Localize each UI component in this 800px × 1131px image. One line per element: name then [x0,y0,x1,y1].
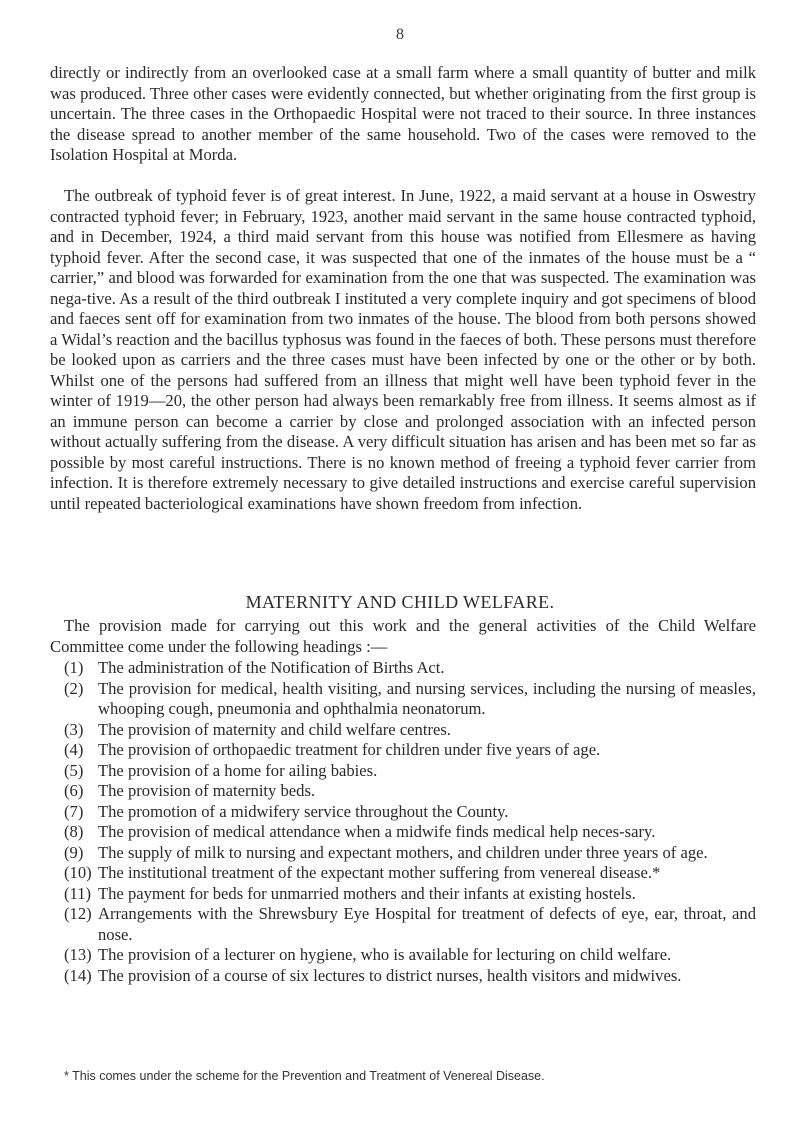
list-item [64,761,756,782]
list-item-text: The provision of a course of six lectures to district nurses, health visitors and midwives. [98,965,682,985]
list-item [64,740,756,761]
list-item [64,863,756,884]
list-item-number: (2) [64,678,84,698]
list-item-text: Arrangements with the Shrewsbury Eye Hospital for treatment of defects of eye, ear, throat, and nose. [98,904,756,944]
list-item-number: (3) [64,719,84,739]
list-item-number: (4) [64,740,84,759]
footnote: * This comes under the scheme for the Prevention and Treatment of Venereal Disease. [64,1069,545,1083]
paragraph-continuation [50,63,756,166]
list-item-number: (6) [64,781,84,800]
list-item [64,904,756,945]
list-item [64,843,756,864]
list-item-number: (13) [64,945,92,964]
list-item-number: (11) [64,883,92,903]
list-item-text: The provision of orthopaedic treatment for children under five years of age. [98,740,601,759]
list-item [64,945,756,966]
page-number: 8 [396,26,404,43]
list-item-number: (14) [64,965,92,985]
list-item-text: The administration of the Notification of Births Act. [98,658,445,677]
list-item [64,966,756,987]
list-item-text: The supply of milk to nursing and expectant mothers, and children under three years of age. [98,842,708,862]
list-item-text: The promotion of a midwifery service throughout the County. [98,801,509,821]
list-item [64,802,756,823]
list-item-number: (7) [64,801,84,821]
list-item-number: (5) [64,760,84,780]
list-item-text: The provision for medical, health visiting, and nursing services, including the nursing of measles, whooping cough, pneumonia and ophthalmia neonatorum. [98,678,756,718]
list-item-text: The payment for beds for unmarried mothers and their infants at existing hostels. [98,883,636,903]
section-heading: MATERNITY AND CHILD WELFARE. [245,592,555,612]
list-item-text: The institutional treatment of the expectant mother suffering from venereal disease.* [98,863,661,882]
list-item-text: The provision of maternity beds. [98,781,316,800]
list-item [64,658,756,679]
list-item-number: (1) [64,658,84,677]
list-item [64,781,756,802]
list-item-text: The provision of a home for ailing babies. [98,760,378,780]
list-item-number: (10) [64,863,92,882]
list-item [64,720,756,741]
list-item-text: The provision of maternity and child welfare centres. [98,719,451,739]
headings-list [64,658,756,986]
section-intro: The provision made for carrying out this work and the general activities of the Child Welfare Committee come under the following headings :— [50,616,756,656]
paragraph-1-text: directly or indirectly from an overlooked case at a small farm where a small quantity of butter and milk was produced. Three other cases were evidently connected, but whether originating from the first group is uncertain. The three cases in the Orthopaedic Hospital were not traced to their source. In three instances the disease spread to another member of the same household. Two of the cases were removed to the Isolation Hospital at Morda. [50,63,756,164]
list-item-text: The provision of medical attendance when a midwife finds medical help neces-sary. [98,822,656,841]
list-item-number: (12) [64,904,92,923]
list-item [64,884,756,905]
list-item-number: (8) [64,822,84,841]
list-item-text: The provision of a lecturer on hygiene, who is available for lecturing on child welfare. [98,945,672,964]
list-item [64,822,756,843]
list-item-number: (9) [64,842,84,862]
paragraph-2-text: The outbreak of typhoid fever is of great interest. In June, 1922, a maid servant at a house in Oswestry contracted typhoid fever; in February, 1923, another maid servant in the same house contracted typhoid, and in December, 1924, a third maid servant from this house was notified from Ellesmere as having typhoid fever. After the second case, it was suspected that one of the inmates of the house must be a “ carrier,” and blood was forwarded for examination from the one that was suspected. The examination was nega-tive. As a result of the third outbreak I instituted a very complete inquiry and got specimens of blood and faeces sent off for examination from two inmates of the house. The blood from both persons showed a Widal’s reaction and the bacillus typhosus was found in the faeces of both. These persons must therefore be looked upon as carriers and the three cases must have been infected by one or the other or by both. Whilst one of the persons had suffered from an illness that might well have been typhoid fever in the winter of 1919—20, the other person had always been remarkably free from illness. It seems almost as if an immune person can become a carrier by close and prolonged association with an infected person without actually suffering from the disease. A very difficult situation has arisen and has been met so far as possible by most careful instructions. There is no known method of freeing a typhoid fever carrier from infection. It is therefore extremely necessary to give detailed instructions and exercise careful supervision until repeated bacteriological examinations have shown freedom from infection. [50,186,756,513]
paragraph-typhoid-outbreak [50,186,756,514]
list-item [64,679,756,720]
